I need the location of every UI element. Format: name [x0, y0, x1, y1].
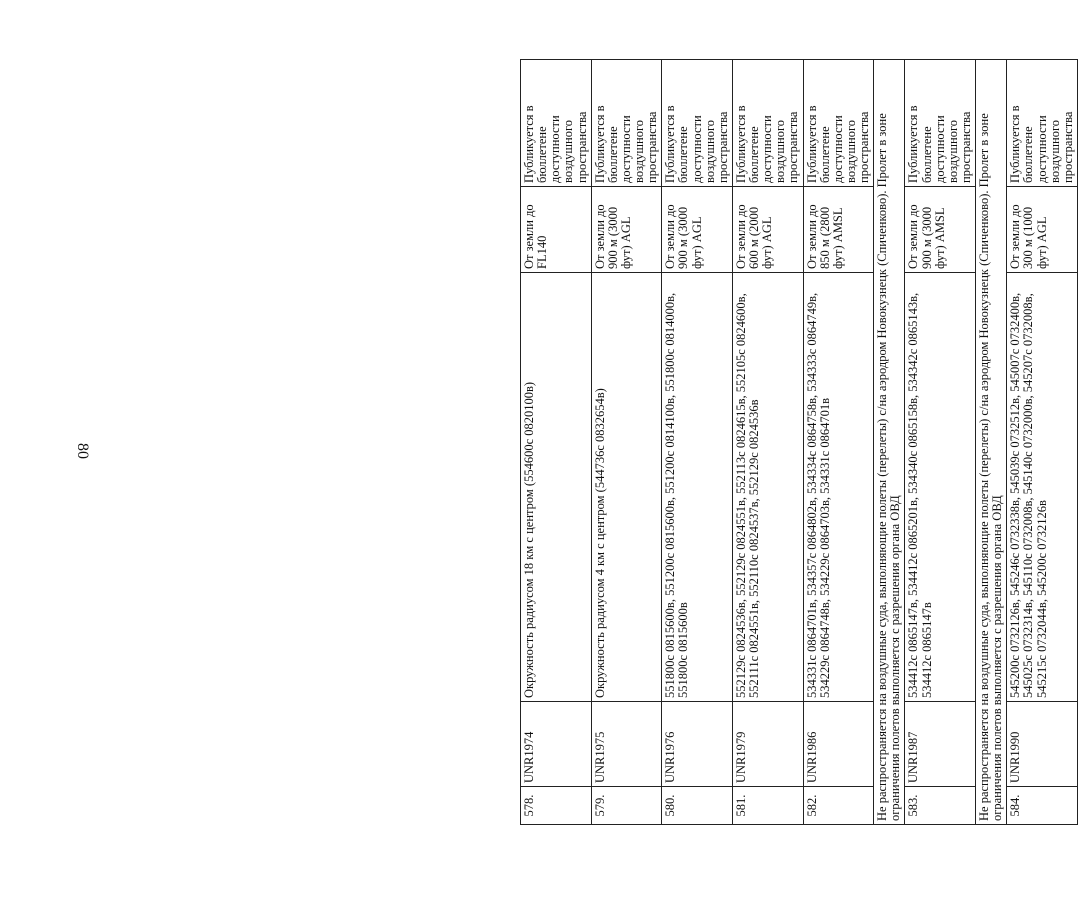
zone-geometry: 551800с 0815600в, 551200с 0815600в, 551200с 0814100в, 551800с 0814000в, 551800с 0815600в — [662, 273, 733, 702]
table-row — [803, 60, 874, 825]
zone-geometry: 534412с 0865147в, 534412с 0865201в, 534340с 0865158в, 534342с 0865143в, 534412с 0865147в — [905, 273, 976, 702]
zone-note: Публикуется в бюллетене доступности воздушного пространства — [662, 60, 733, 187]
zone-note: Публикуется в бюллетене доступности воздушного пространства — [521, 60, 592, 187]
zone-note: Публикуется в бюллетене доступности воздушного пространства — [803, 60, 874, 187]
zone-id: UNR1987 — [905, 702, 976, 787]
zone-restriction-note: Не распространяется на воздушные суда, выполняющие полеты (перелеты) с/на аэродром Новокузнецк (Спиченково). Пролет в зоне ограничения полетов выполняется с разрешения органа ОВД — [976, 60, 1007, 825]
row-number: 579. — [591, 787, 662, 825]
zone-altitude: От земли до 600 м (2000 фут) AGL — [732, 187, 803, 273]
table-row — [905, 60, 976, 825]
zone-id: UNR1976 — [662, 702, 733, 787]
row-number: 581. — [732, 787, 803, 825]
page-number: 80 — [74, 443, 91, 459]
zone-altitude: От земли до 850 м (2800 фут) AMSL — [803, 187, 874, 273]
zone-geometry: Окружность радиусом 18 км с центром (554600с 0820100в) — [521, 273, 592, 702]
table-row — [662, 60, 733, 825]
table-row — [732, 60, 803, 825]
row-number: 584. — [1007, 787, 1078, 825]
zone-altitude: От земли до 900 м (3000 фут) AGL — [591, 187, 662, 273]
zone-id: UNR1986 — [803, 702, 874, 787]
table-row — [591, 60, 662, 825]
row-number: 580. — [662, 787, 733, 825]
zone-altitude: От земли до 300 м (1000 фут) AGL — [1007, 187, 1078, 273]
zone-geometry: 534331с 0864701в, 534357с 0864802в, 534334с 0864758в, 534333с 0864749в, 534229с 0864748в, 534229с 0864703в, 534331с 0864701в — [803, 273, 874, 702]
zone-altitude: От земли до 900 м (3000 фут) AGL — [662, 187, 733, 273]
zone-note: Публикуется в бюллетене доступности воздушного пространства — [905, 60, 976, 187]
row-number: 578. — [521, 787, 592, 825]
zone-id: UNR1990 — [1007, 702, 1078, 787]
zone-altitude: От земли до FL140 — [521, 187, 592, 273]
zone-id: UNR1974 — [521, 702, 592, 787]
zone-note: Публикуется в бюллетене доступности воздушного пространства — [732, 60, 803, 187]
row-number: 583. — [905, 787, 976, 825]
table-note-row — [976, 60, 1007, 825]
table-note-row — [874, 60, 905, 825]
zone-geometry: 552129с 0824536в, 552129с 0824551в, 552113с 0824615в, 552105с 0824600в, 552111с 0824551в, 552110с 0824537в, 552129с 0824536в — [732, 273, 803, 702]
restricted-zones-table — [520, 59, 1078, 825]
table-row — [521, 60, 592, 825]
table-row — [1007, 60, 1078, 825]
zone-id: UNR1979 — [732, 702, 803, 787]
zone-altitude: От земли до 900 м (3000 фут) AMSL — [905, 187, 976, 273]
zone-note: Публикуется в бюллетене доступности воздушного пространства — [1007, 60, 1078, 187]
zone-geometry: 545200с 0732126в, 545246с 0732338в, 545039с 0732512в, 545007с 0732400в, 545025с 0732314в, 545110с 0732008в, 545140с 0732000в, 545207с 0732008в, 545215с 0732044в, 545200с 0732126в — [1007, 273, 1078, 702]
zone-note: Публикуется в бюллетене доступности воздушного пространства — [591, 60, 662, 187]
rotated-table-container — [520, 60, 1075, 825]
zone-id: UNR1975 — [591, 702, 662, 787]
zone-restriction-note: Не распространяется на воздушные суда, выполняющие полеты (перелеты) с/на аэродром Новокузнецк (Спиченково). Пролет в зоне ограничения полетов выполняется с разрешения органа ОВД — [874, 60, 905, 825]
zone-geometry: Окружность радиусом 4 км с центром (544736с 0832654в) — [591, 273, 662, 702]
row-number: 582. — [803, 787, 874, 825]
